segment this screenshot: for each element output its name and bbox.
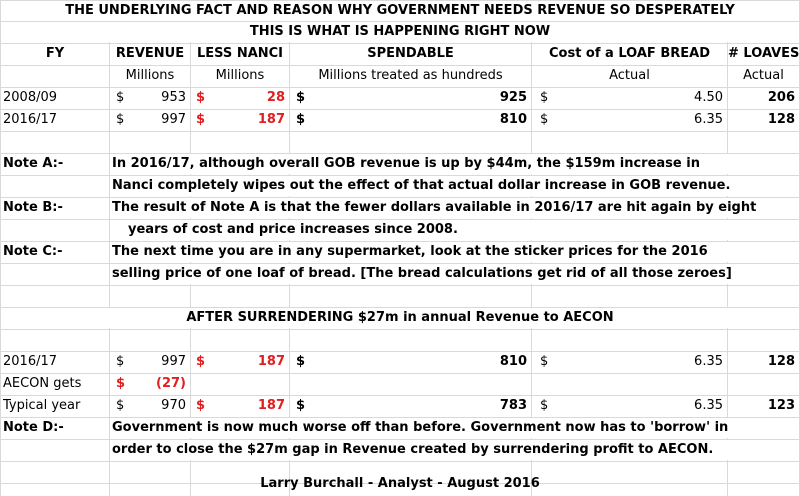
header-cost-loaf: Cost of a LOAF BREAD [532,44,727,64]
loaves-cell: 123 [730,396,795,416]
revenue-cell: 970 [130,396,186,416]
table-row [0,110,800,130]
note-d-text-line2: order to close the $27m gap in Revenue created by surrendering profit to AECON. [112,440,798,460]
header-loaves: # LOAVES [728,44,799,64]
currency-symbol: $ [540,88,552,108]
cost-cell: 6.35 [554,396,723,416]
subheader-revenue: Millions [110,66,190,86]
fy-cell: AECON gets [3,374,107,394]
currency-symbol: $ [540,110,552,130]
page-title: THE UNDERLYING FACT AND REASON WHY GOVERNMENT NEEDS REVENUE SO DESPERATELY [1,1,799,21]
note-a-text-line2: Nanci completely wipes out the effect of that actual dollar increase in GOB revenue. [112,176,798,196]
header-fy: FY [1,44,109,64]
currency-symbol: $ [196,110,208,130]
currency-symbol: $ [540,396,552,416]
table-row [0,88,800,108]
revenue-cell: 953 [130,88,186,108]
nanci-cell: 28 [210,88,285,108]
currency-symbol: $ [296,88,308,108]
nanci-cell: 187 [210,352,285,372]
currency-symbol: $ [116,110,128,130]
spendable-cell: 810 [310,352,527,372]
table-row [0,374,800,394]
note-a-row2 [0,176,800,196]
cost-cell: 6.35 [554,110,723,130]
spendable-cell: 925 [310,88,527,108]
note-a-text-line1: In 2016/17, although overall GOB revenue is up by $44m, the $159m increase in [112,154,798,174]
note-d-text-line1: Government is now much worse off than before. Government now has to 'borrow' in [112,418,798,438]
note-c-row [0,242,800,262]
fy-cell: Typical year [3,396,107,416]
subheader-loaves: Actual [728,66,799,86]
revenue-cell: 997 [130,110,186,130]
footer-row [0,476,800,496]
currency-symbol: $ [116,396,128,416]
fy-cell: 2016/17 [3,352,107,372]
table-row [0,396,800,416]
note-b-row2 [0,220,800,240]
currency-symbol: $ [116,374,128,394]
note-c-row2 [0,264,800,284]
table-row [0,352,800,372]
loaves-cell: 128 [730,110,795,130]
loaves-cell: 128 [730,352,795,372]
subheader-row [0,66,800,86]
loaves-cell: 206 [730,88,795,108]
cost-cell: 4.50 [554,88,723,108]
currency-symbol: $ [296,110,308,130]
spendable-cell: 783 [310,396,527,416]
revenue-cell: 997 [130,352,186,372]
nanci-cell: 187 [210,110,285,130]
subheader-less-nanci: Millions [191,66,289,86]
currency-symbol: $ [196,352,208,372]
title-row [0,1,800,21]
currency-symbol: $ [196,88,208,108]
page-subtitle: THIS IS WHAT IS HAPPENING RIGHT NOW [1,22,799,42]
currency-symbol: $ [196,396,208,416]
note-b-text-line1: The result of Note A is that the fewer dollars available in 2016/17 are hit again by eight [112,198,798,218]
fy-cell: 2016/17 [3,110,107,130]
note-b-text-line2: years of cost and price increases since 2008. [128,220,798,240]
header-row [0,44,800,64]
currency-symbol: $ [116,88,128,108]
note-d-row2 [0,440,800,460]
section-title-row [0,308,800,328]
note-d-row [0,418,800,438]
note-b-label: Note B:- [3,198,107,218]
currency-symbol: $ [296,352,308,372]
note-c-text-line2: selling price of one loaf of bread. [The bread calculations get rid of all those zeroes] [112,264,798,284]
fy-cell: 2008/09 [3,88,107,108]
note-d-label: Note D:- [3,418,107,438]
subheader-spendable: Millions treated as hundreds [290,66,531,86]
note-c-label: Note C:- [3,242,107,262]
note-a-label: Note A:- [3,154,107,174]
grid-line [0,461,800,462]
header-revenue: REVENUE [110,44,190,64]
spendable-cell: 810 [310,110,527,130]
section-title: AFTER SURRENDERING $27m in annual Revenue to AECON [1,308,799,328]
grid-line [0,329,800,330]
grid-line [0,131,800,132]
revenue-cell: (27) [130,374,186,394]
currency-symbol: $ [116,352,128,372]
nanci-cell: 187 [210,396,285,416]
note-c-text-line1: The next time you are in any supermarket, look at the sticker prices for the 2016 [112,242,798,262]
currency-symbol: $ [296,396,308,416]
header-spendable: SPENDABLE [290,44,531,64]
header-less-nanci: LESS NANCI [191,44,289,64]
subtitle-row [0,22,800,42]
footer-credit: Larry Burchall - Analyst - August 2016 [260,476,540,491]
subheader-cost-loaf: Actual [532,66,727,86]
note-a-row [0,154,800,174]
currency-symbol: $ [540,352,552,372]
cost-cell: 6.35 [554,352,723,372]
note-b-row [0,198,800,218]
grid-line [0,285,800,286]
